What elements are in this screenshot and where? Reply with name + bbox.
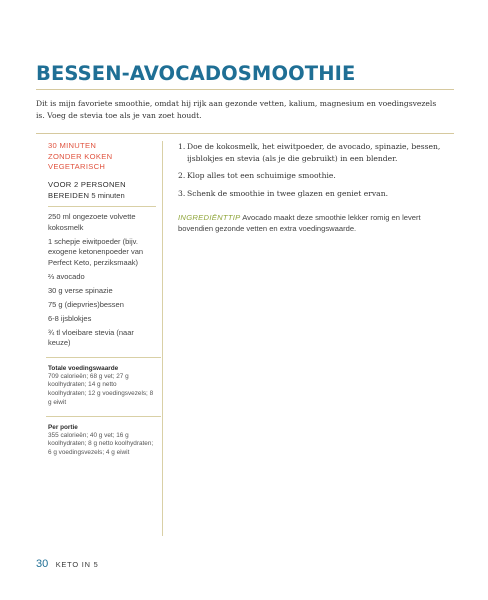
ingredient-item: 30 g verse spinazie [48,285,113,295]
sidebar-divider [48,206,156,207]
step-text: Doe de kokosmelk, het eiwitpoeder, de avocado, spinazie, bessen, ijsblokjes en stevia (als je die gebruikt) in een blender. [187,142,441,163]
step-number: 1. [178,142,186,151]
nutrition-portion: 355 calorieën; 40 g vet; 16 g koolhydraten; 8 g netto koolhydraten; 6 g voedingsvezels; 4 g eiwit [48,431,154,457]
page-footer [36,554,99,572]
ingredient-item: 75 g (diepvries)bessen [48,299,124,309]
column-divider [162,141,163,536]
ingredient-item: 1 schepje eiwitpoeder (bijv. exogene ketonenpoeder van Perfect Keto, perziksmaak) [48,236,144,267]
step-text: Klop alles tot een schuimige smoothie. [187,171,336,180]
recipe-intro: Dit is mijn favoriete smoothie, omdat hij rijk aan gezonde vetten, kalium, magnesium en voedingsvezels is. Voeg de stevia toe als je van zoet houdt. [36,99,437,120]
prep-value: 5 minuten [91,191,125,200]
step-text: Schenk de smoothie in twee glazen en geniet ervan. [187,188,389,198]
step-item [178,188,453,200]
ingredient-item: 250 ml ongezoete volvette kokosmelk [48,212,136,232]
step-number: 3. [178,188,186,198]
book-title: KETO IN 5 [55,560,99,569]
ingredient-list [48,212,156,349]
nutrition-total-label: Totale voedingswaarde [48,364,119,372]
step-number: 2. [178,171,186,180]
nutrition-divider [46,357,161,358]
intro-divider [36,133,454,134]
step-item [178,170,453,182]
ingredient-item: ⅔ avocado [48,271,85,281]
tip-label: INGREDIËNTTIP [178,213,241,222]
prep-time [48,190,156,201]
nutrition-total: 709 calorieën; 68 g vet; 27 g koolhydraten; 14 g netto koolhydraten; 12 g voedingsvezels; 8 g eiwit [48,372,154,406]
instruction-steps [178,141,453,205]
tip-text: Avocado maakt deze smoothie lekker romig en levert bovendien gezonde vetten en extra voedingswaarde. [178,213,421,233]
nutrition-divider [46,416,161,417]
ingredient-item: ¾ tl vloeibare stevia (naar keuze) [48,327,134,347]
ingredient-tip [178,212,436,234]
nutrition-portion-label: Per portie [48,423,78,431]
page-number: 30 [36,558,49,570]
ingredient-item: 6-8 ijsblokjes [48,313,92,323]
recipe-sidebar [48,141,156,458]
tag-time: 30 MINUTEN [48,141,97,150]
recipe-title: BESSEN-AVOCADOSMOOTHIE [36,62,356,85]
servings: VOOR 2 PERSONEN [48,179,126,189]
tag-no-cook: ZONDER KOKEN [48,151,113,161]
title-divider [36,89,454,90]
prep-label: BEREIDEN [48,191,90,200]
step-item [178,141,453,164]
tag-vegetarian: VEGETARISCH [48,162,106,171]
